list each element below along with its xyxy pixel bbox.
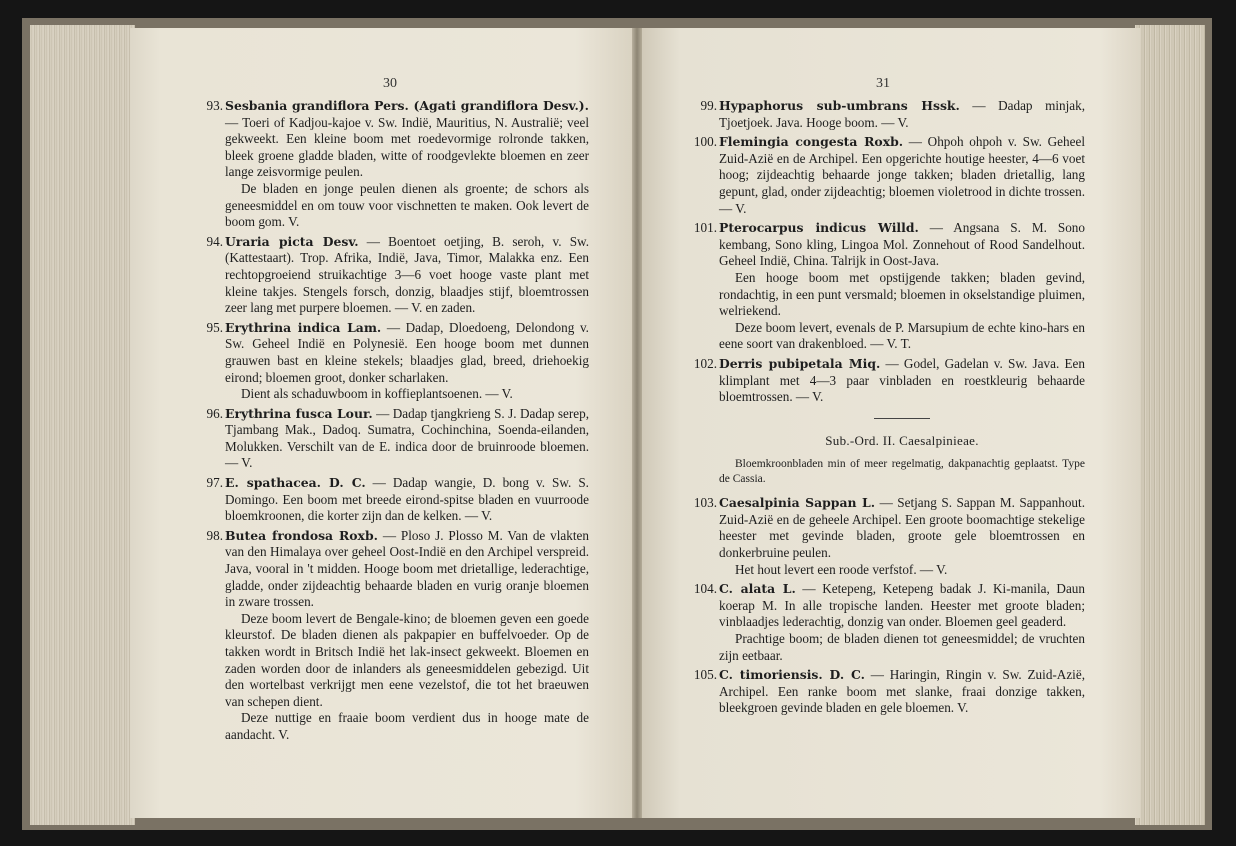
entry-paragraph: Dient als schaduwboom in koffieplantsoenen. — V. <box>241 386 513 402</box>
entry-98 <box>206 527 589 744</box>
entry-body: — Dadap wangie, D. bong v. Sw. S. Domingo. Een boom met breede eirond-spitse bladen en vuurroode bloemkroonen, die korter zijn dan de kelken. — V. <box>225 475 589 524</box>
entry-paragraph: Het hout levert een roode verfstof. — V. <box>735 561 948 577</box>
entry-number: 97. <box>206 475 223 491</box>
entry-94 <box>206 233 589 317</box>
entry-heading: Butea frondosa Roxb. <box>225 527 378 543</box>
page-edges-right <box>1135 25 1205 825</box>
entry-body: — Setjang S. Sappan M. Sappanhout. Zuid-Azië en de geheele Archipel. Een groote boomachtige stekelige heester met gevinde bladen, groote gele bloemtrossen en donkerbruine peulen. <box>719 495 1085 561</box>
entry-102 <box>693 355 1085 406</box>
entry-paragraph: Prachtige boom; de bladen dienen tot geneesmiddel; de vruchten zijn eetbaar. <box>719 631 1085 663</box>
entry-number: 104. <box>693 581 717 597</box>
entry-104 <box>693 581 1085 664</box>
entry-95 <box>206 319 589 403</box>
entry-101 <box>693 220 1085 353</box>
entry-body: — Haringin, Ringin v. Sw. Zuid-Azië, Archipel. Een ranke boom met slanke, fraai donzige takken, bleekgroen gevinde bladen en gele bloemen. V. <box>719 667 1085 716</box>
entry-97 <box>206 475 589 525</box>
entry-number: 98. <box>206 527 223 543</box>
left-page-number: 30 <box>383 76 397 91</box>
book-gutter <box>632 28 642 818</box>
entry-body: — Godel, Gadelan v. Sw. Java. Een klimplant met 4—3 paar vinbladen en roestkleurig behaarde bloemtrossen. — V. <box>719 355 1085 405</box>
entry-number: 95. <box>206 319 223 335</box>
entry-heading: Uraria picta Desv. <box>225 233 359 249</box>
entry-heading: C. alata L. <box>719 581 796 597</box>
entry-105 <box>693 667 1085 717</box>
right-page-number: 31 <box>876 76 890 91</box>
entry-heading: Sesbania grandiflora Pers. (Agati grandiflora Desv.). <box>225 98 589 113</box>
section-title: Sub.-Ord. II. Caesalpinieae. <box>825 432 979 448</box>
entry-heading: C. timoriensis. D. C. <box>719 667 865 683</box>
entry-100 <box>693 134 1086 217</box>
page-edges-left <box>30 25 135 825</box>
entry-body: — Ploso J. Plosso M. Van de vlakten van den Himalaya over geheel Oost-Indië en den Archipel verspreid. Java, vooral in 't midden. Hooge boom met drietallige, lederachtige, gladde, onder zijdeachtig behaarde bladen en vurig oranje bloemen in zware trossen. <box>225 527 589 610</box>
entry-paragraph: Deze boom levert de Bengale-kino; de bloemen geven een goede kleurstof. De bladen dienen als pakpapier en buffelvoeder. Op de takken wordt in Britsch Indië het lak-insect gekweekt. Bloemen en zaden worden door de inlanders als geneesmiddelen gebezigd. Uit den wortelbast verkrijgt men eene vezelstof, die tot het braeuwen van schepen dient. <box>225 610 589 709</box>
entry-body: — Dadap minjak, Tjoetjoek. Java. Hooge boom. — V. <box>719 98 1085 130</box>
entry-number: 103. <box>693 495 717 511</box>
entry-body: — Dadap, Dloedoeng, Delondong v. Sw. Geheel Indië en Polynesië. Een hooge boom met dunnen grauwen bast en kleine stekels; blaadjes glad, breed, driehoekig eirond; bloemen groot, donker scharlaken. <box>225 319 589 385</box>
entry-paragraph: Deze nuttige en fraaie boom verdient dus in hooge mate de aandacht. V. <box>225 710 589 742</box>
entry-heading: Flemingia congesta Roxb. <box>719 134 904 150</box>
entry-body: — Ohpoh ohpoh v. Sw. Geheel Zuid-Azië en de Archipel. Een opgerichte houtige heester, 4—6 voet hoog; zijdeachtig behaarde jonge takken; bladen drietallig, lang gepunt, glad, onder zijdeachtig; bloemen violetrood in dichte trossen. — V. <box>719 134 1086 216</box>
entry-body: — Dadap tjangkrieng S. J. Dadap serep, Tjambang Mak., Dadoq. Sumatra, Cochinchina, Soenda-eilanden, Molukken. Verschilt van de E. indica door de bruinroode bloemen. — V. <box>225 405 589 471</box>
entry-body: — Toeri of Kadjou-kajoe v. Sw. Indië, Mauritius, N. Australië; veel gekweekt. Een kleine boom met roedevormige rolronde takken, bleek groene gladde bladen, witte of roodgevlekte bloemen en zeer lange zeisvormige peulen. <box>225 114 589 180</box>
entry-paragraph: Deze boom levert, evenals de P. Marsupium de echte kino-hars en eene soort van drakenbloed. — V. T. <box>719 319 1085 352</box>
section-divider <box>874 418 930 419</box>
entry-number: 101. <box>693 220 717 236</box>
entry-99 <box>700 98 1085 131</box>
entry-number: 96. <box>206 405 223 421</box>
entry-number: 105. <box>693 667 717 683</box>
entry-body: — Ketepeng, Ketepeng badak J. Ki-manila, Daun koerap M. In alle tropische landen. Heester met groote bladen; vinblaadjes lederachtig, donzig van onder. Bloemen geel geaderd. <box>719 581 1085 630</box>
entry-heading: E. spathacea. D. C. <box>225 475 366 491</box>
entry-heading: Erythrina indica Lam. <box>225 319 382 335</box>
section-description: Bloemkroonbladen min of meer regelmatig, dakpanachtig geplaatst. Type de Cassia. <box>719 458 1085 486</box>
entry-heading: Derris pubipetala Miq. <box>719 355 881 371</box>
right-column <box>693 98 1086 720</box>
left-column <box>206 98 589 747</box>
entry-heading: Pterocarpus indicus Willd. <box>719 220 919 236</box>
entry-number: 99. <box>700 98 717 113</box>
entry-heading: Erythrina fusca Lour. <box>225 405 373 421</box>
entry-heading: Caesalpinia Sappan L. <box>719 495 876 511</box>
entry-paragraph: De bladen en jonge peulen dienen als groente; de schors als geneesmiddel en om touw voor vischnetten te maken. Ook levert de boom gom. V. <box>225 180 589 230</box>
entry-body: — Boentoet oetjing, B. seroh, v. Sw. (Kattestaart). Trop. Afrika, Indië, Java, Timor, Malakka enz. Een rechtopgroeiend struikachtige 3—6 voet hooge vaste plant met kleine takjes. Stengels forsch, donzig, blaadjes stijf, bloemtrossen zeer lang met purpere bloemen. — V. en zaden. <box>225 233 589 316</box>
entry-number: 93. <box>206 98 223 113</box>
entry-96 <box>206 405 589 472</box>
entry-body: — Angsana S. M. Sono kembang, Sono kling, Lingoa Mol. Zonnehout of Rood Sandelhout. Geheel Indië, China. Talrijk in Oost-Java. <box>719 220 1085 269</box>
entry-number: 94. <box>206 233 223 249</box>
entry-103 <box>693 495 1085 578</box>
entry-93 <box>206 98 589 231</box>
entry-heading: Hypaphorus sub-umbrans Hssk. <box>719 98 960 113</box>
entry-number: 100. <box>693 134 717 150</box>
entry-number: 102. <box>693 355 717 371</box>
entry-paragraph: Een hooge boom met opstijgende takken; bladen gevind, rondachtig, in een punt versmald; bloemen in okselstandige pluimen, welriekend. <box>719 269 1085 319</box>
